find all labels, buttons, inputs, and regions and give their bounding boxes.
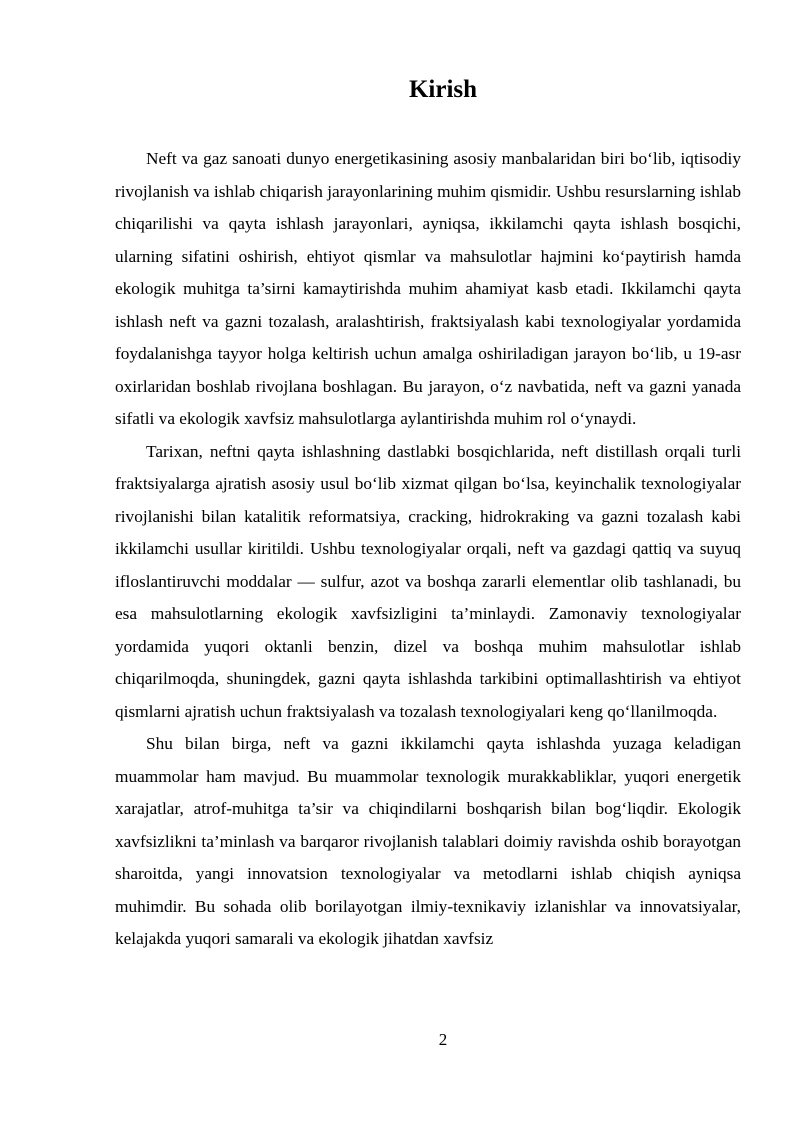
page-number: 2 [438,1030,448,1049]
paragraph-1: Neft va gaz sanoati dunyo energetikasining asosiy manbalaridan biri bo‘lib, iqtisodiy rivojlanish va ishlab chiqarish jarayonlarining muhim qismidir. Ushbu resurslarning ishlab chiqarilishi va qayta ishlash jarayonlari, ayniqsa, ikkilamchi qayta ishlash bosqichi, ularning sifatini oshirish, ehtiyot qismlar va mahsulotlar hajmini ko‘paytirish hamda ekologik muhitga ta’sirni kamaytirishda muhim ahamiyat kasb etadi. Ikkilamchi qayta ishlash neft va gazni tozalash, aralashtirish, fraktsiyalash kabi texnologiyalar yordamida foydalanishga tayyor holga keltirish uchun amalga oshiriladigan jarayon bo‘lib, u 19-asr oxirlaridan boshlab rivojlana boshlagan. Bu jarayon, o‘z navbatida, neft va gazni yanada sifatli va ekologik xavfsiz mahsulotlarga aylantirishda muhim rol o‘ynaydi. [115,149,741,428]
page-title: Kirish [408,76,478,103]
body-text [115,143,741,956]
paragraph-3: Shu bilan birga, neft va gazni ikkilamchi qayta ishlashda yuzaga keladigan muammolar ham mavjud. Bu muammolar texnologik murakkabliklar, yuqori energetik xarajatlar, atrof-muhitga ta’sir va chiqindilarni boshqarish bilan bog‘liqdir. Ekologik xavfsizlikni ta’minlash va barqaror rivojlanish talablari doimiy ravishda oshib borayotgan sharoitda, yangi innovatsion texnologiyalar va metodlarni ishlab chiqish ayniqsa muhimdir. Bu sohada olib borilayotgan ilmiy-texnikaviy izlanishlar va innovatsiyalar, kelajakda yuqori samarali va ekologik jihatdan xavfsiz [115,734,741,948]
paragraph-2: Tarixan, neftni qayta ishlashning dastlabki bosqichlarida, neft distillash orqali turli fraktsiyalarga ajratish asosiy usul bo‘lib xizmat qilgan bo‘lsa, keyinchalik texnologiyalar rivojlanishi bilan katalitik reformatsiya, cracking, hidrokraking va gazni tozalash kabi ikkilamchi usullar kiritildi. Ushbu texnologiyalar orqali, neft va gazdagi qattiq va suyuq ifloslantiruvchi moddalar — sulfur, azot va boshqa zararli elementlar olib tashlanadi, bu esa mahsulotlarning ekologik xavfsizligini ta’minlaydi. Zamonaviy texnologiyalar yordamida yuqori oktanli benzin, dizel va boshqa muhim mahsulotlar ishlab chiqarilmoqda, shuningdek, gazni qayta ishlashda tarkibini optimallashtirish va ehtiyot qismlarni ajratish uchun fraktsiyalash va tozalash texnologiyalari keng qo‘llanilmoqda. [115,441,741,721]
